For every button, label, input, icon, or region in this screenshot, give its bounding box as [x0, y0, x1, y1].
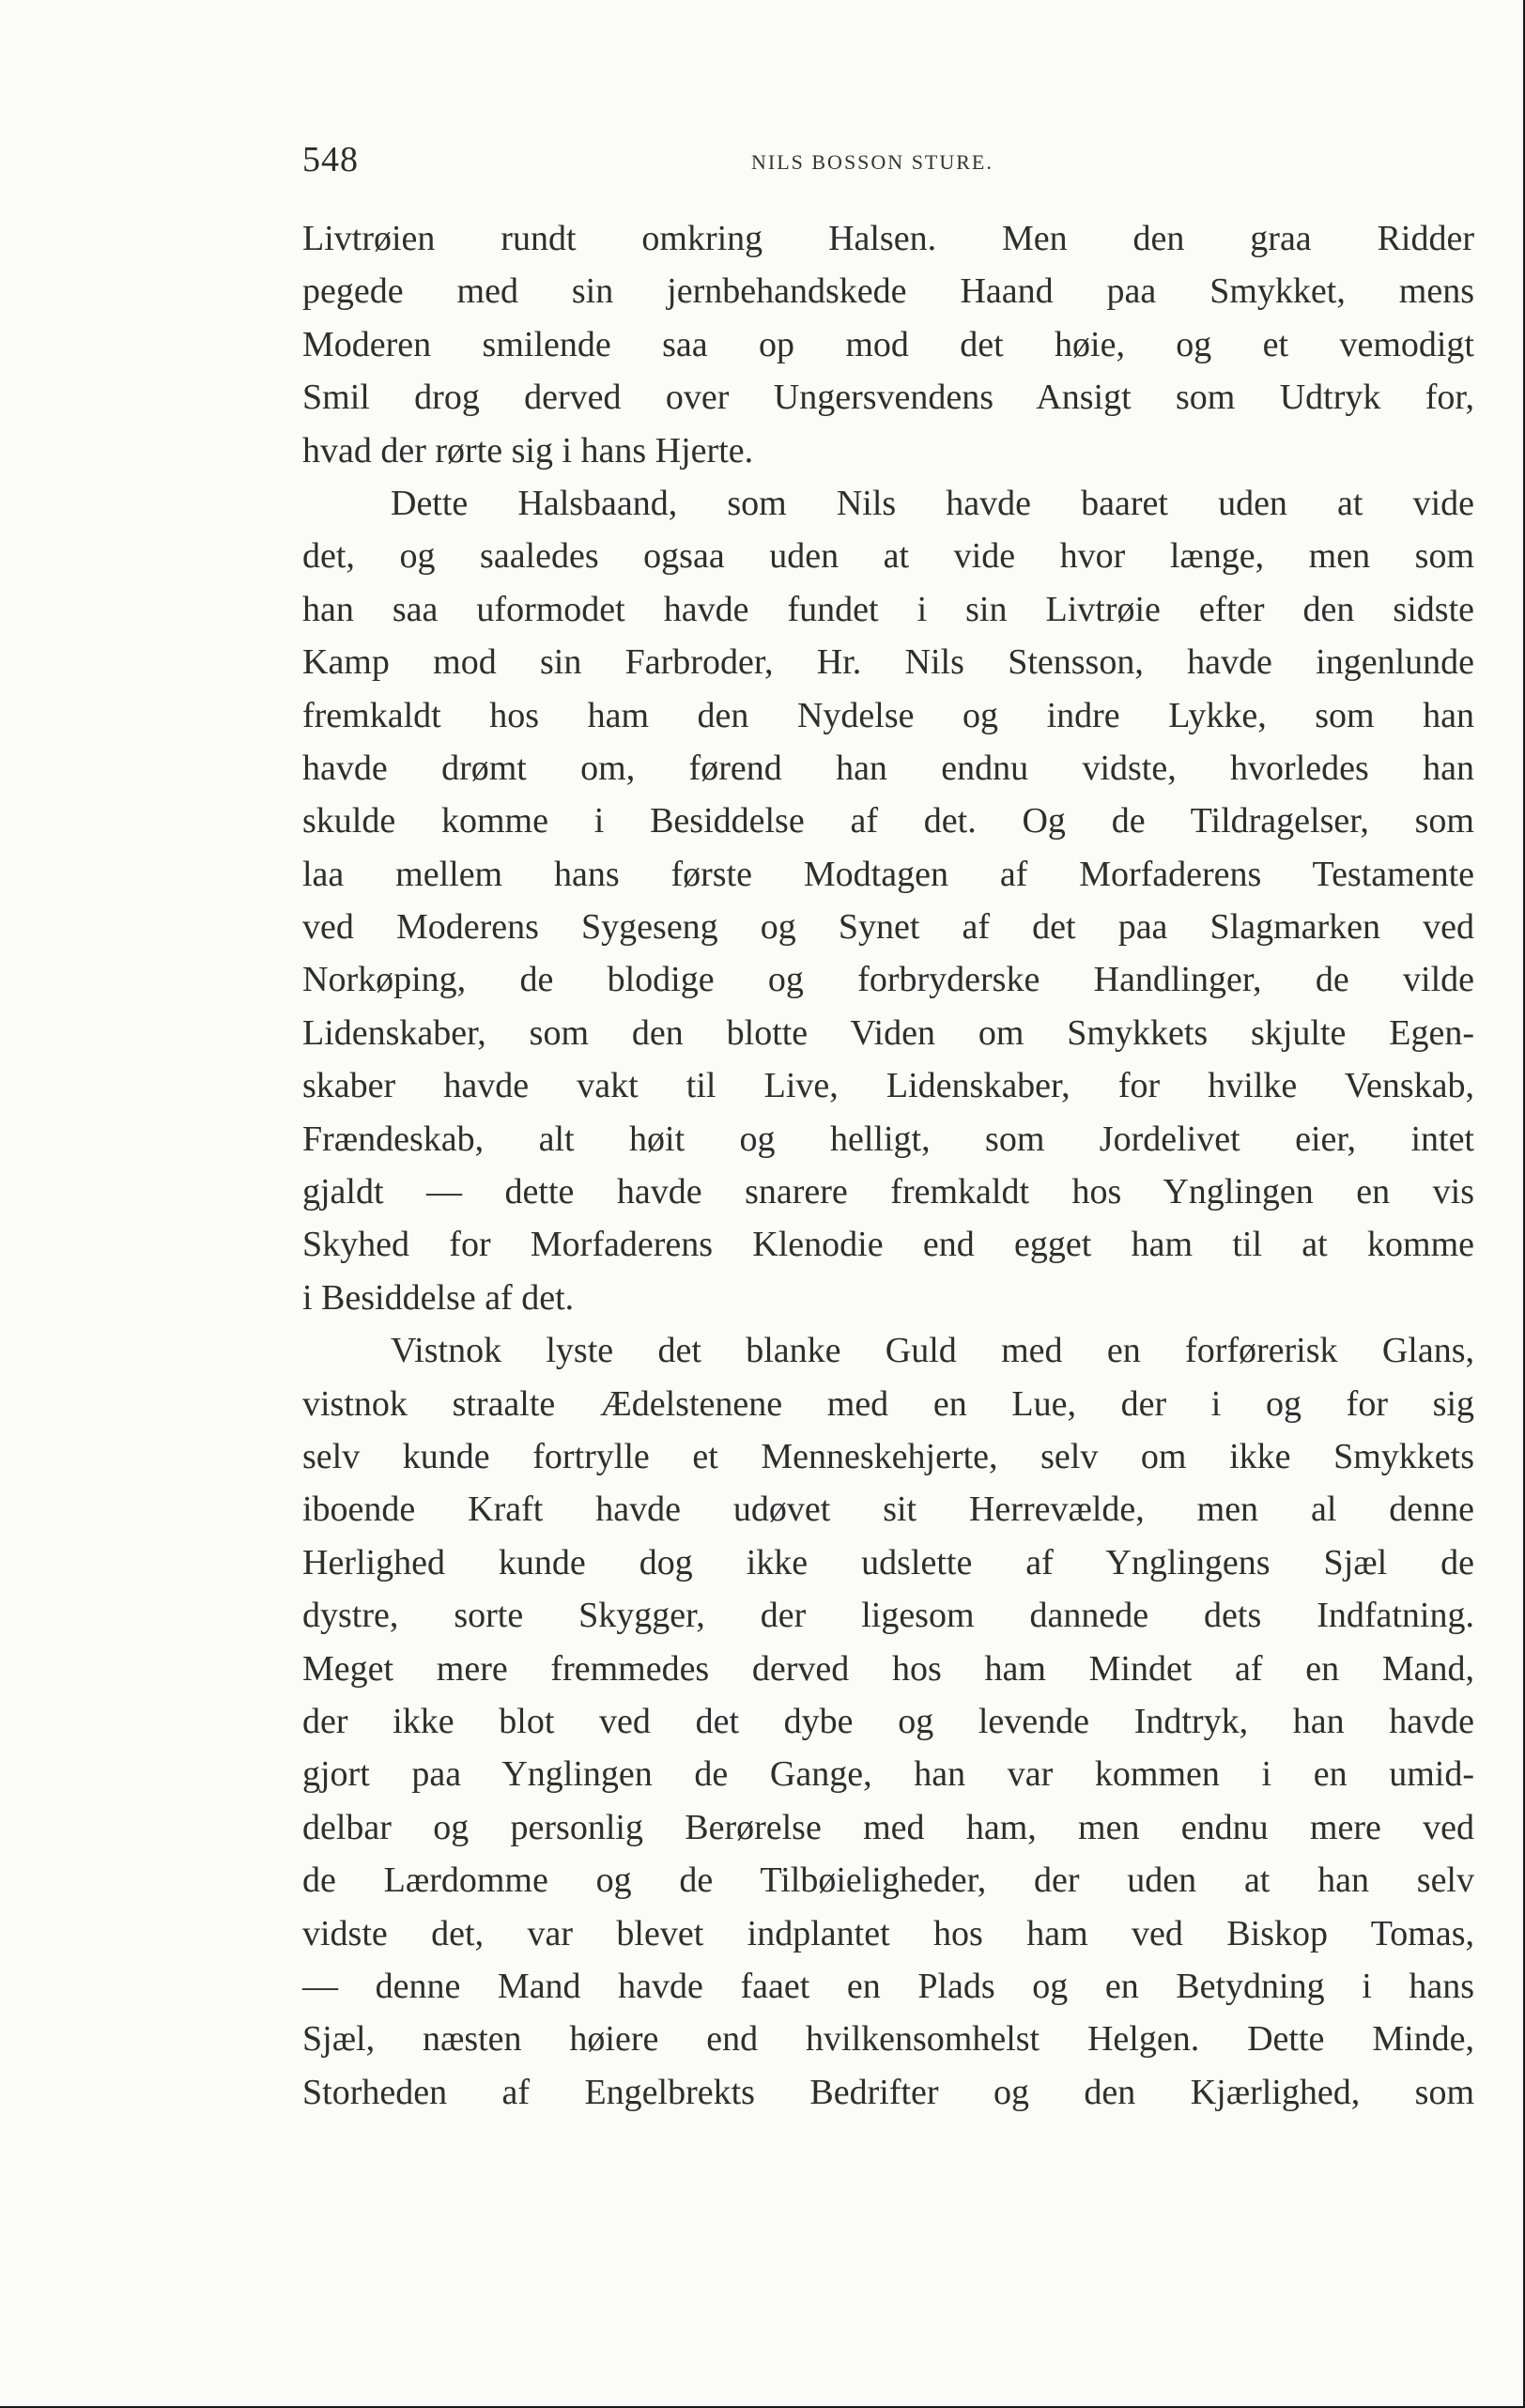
text-line: Frændeskab, alt høit og helligt, som Jordelivet eier, intet [302, 1119, 1474, 1159]
text-line: Moderen smilende saa op mod det høie, og et vemodigt [302, 324, 1474, 364]
page-header [302, 139, 1474, 195]
text-line: havde drømt om, førend han endnu vidste, hvorledes han [302, 748, 1474, 788]
text-line: laa mellem hans første Modtagen af Morfaderens Testamente [302, 854, 1474, 894]
text-line: vistnok straalte Ædelstenene med en Lue, der i og for sig [302, 1383, 1474, 1424]
text-line: hvad der rørte sig i hans Hjerte. [302, 430, 754, 471]
body-text [302, 212, 1474, 2119]
text-line: Dette Halsbaand, som Nils havde baaret uden at vide [391, 483, 1474, 523]
text-line: Sjæl, næsten høiere end hvilkensomhelst Helgen. Dette Minde, [302, 2019, 1474, 2060]
text-line: iboende Kraft havde udøvet sit Herrevælde, men al denne [302, 1490, 1474, 1530]
text-line: pegede med sin jernbehandskede Haand paa Smykket, mens [302, 271, 1474, 312]
text-line: Kamp mod sin Farbroder, Hr. Nils Stensson, havde ingenlunde [302, 642, 1474, 683]
text-line: de Lærdomme og de Tilbøieligheder, der uden at han selv [302, 1860, 1474, 1901]
text-line: Meget mere fremmedes derved hos ham Mindet af en Mand, [302, 1648, 1474, 1689]
page-number: 548 [302, 140, 359, 179]
text-line: gjaldt — dette havde snarere fremkaldt hos Ynglingen en vis [302, 1172, 1474, 1212]
text-line: der ikke blot ved det dybe og levende Indtryk, han havde [302, 1701, 1474, 1741]
text-line: ved Moderens Sygeseng og Synet af det paa Slagmarken ved [302, 907, 1474, 948]
text-line: Livtrøien rundt omkring Halsen. Men den graa Ridder [302, 219, 1474, 258]
text-line: skaber havde vakt til Live, Lidenskaber, for hvilke Venskab, [302, 1066, 1474, 1106]
text-line: Vistnok lyste det blanke Guld med en forførerisk Glans, [391, 1331, 1474, 1371]
text-line: det, og saaledes ogsaa uden at vide hvor længe, men som [302, 536, 1474, 577]
text-line: Herlighed kunde dog ikke udslette af Ynglingens Sjæl de [302, 1542, 1474, 1582]
text-line: — denne Mand havde faaet en Plads og en Betydning i hans [302, 1966, 1474, 2006]
text-line: Norkøping, de blodige og forbryderske Handlinger, de vilde [302, 960, 1474, 1000]
text-line: delbar og personlig Berørelse med ham, men endnu mere ved [302, 1807, 1474, 1847]
text-line: han saa uformodet havde fundet i sin Livtrøie efter den sidste [302, 589, 1474, 629]
text-line: dystre, sorte Skygger, der ligesom dannede dets Indfatning. [302, 1596, 1474, 1636]
text-line: vidste det, var blevet indplantet hos ham ved Biskop Tomas, [302, 1913, 1474, 1953]
running-head: NILS BOSSON STURE. [751, 150, 994, 174]
text-line: fremkaldt hos ham den Nydelse og indre Lykke, som han [302, 695, 1474, 735]
text-line: skulde komme i Besiddelse af det. Og de Tildragelser, som [302, 801, 1474, 841]
text-line: Storheden af Engelbrekts Bedrifter og den Kjærlighed, som [302, 2072, 1474, 2112]
text-line: Smil drog derved over Ungersvendens Ansigt som Udtryk for, [302, 378, 1474, 418]
text-line: i Besiddelse af det. [302, 1277, 575, 1318]
text-line: Skyhed for Morfaderens Klenodie end egget ham til at komme [302, 1225, 1474, 1265]
text-line: Lidenskaber, som den blotte Viden om Smykkets skjulte Egen- [302, 1012, 1474, 1053]
text-line: selv kunde fortrylle et Menneskehjerte, selv om ikke Smykkets [302, 1436, 1474, 1476]
text-line: gjort paa Ynglingen de Gange, han var kommen i en umid- [302, 1754, 1474, 1795]
